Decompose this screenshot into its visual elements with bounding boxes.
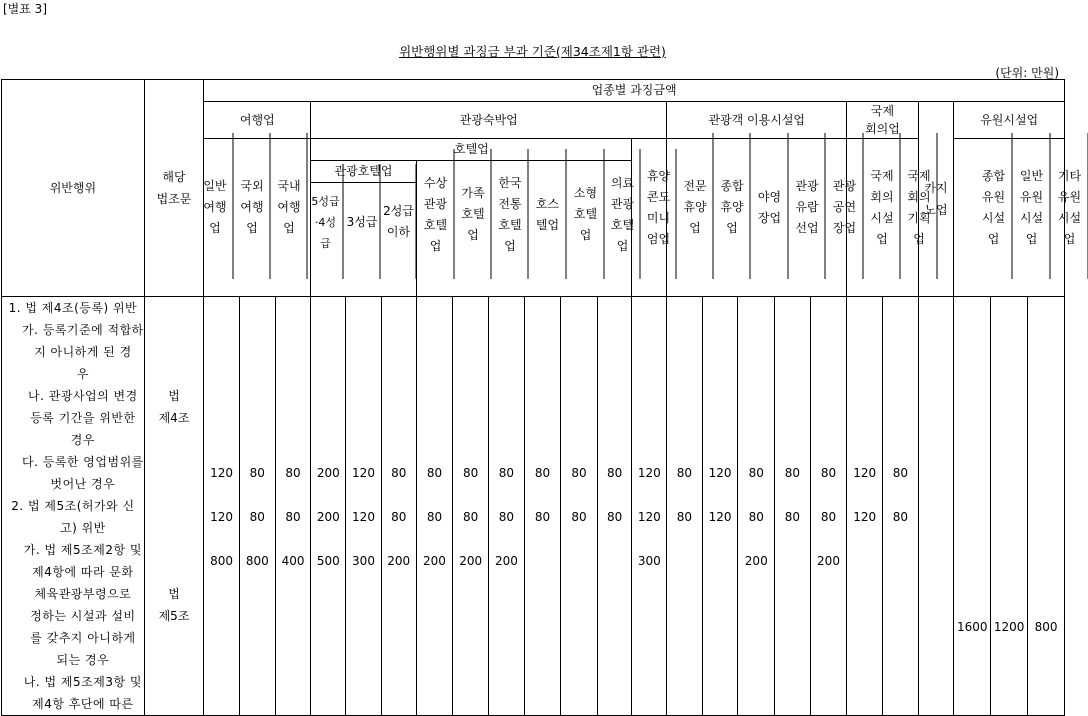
value-col-15: 120 120	[702, 297, 738, 716]
col-family-hotel: 가족 호텔 업	[461, 186, 485, 242]
header-hotel: 호텔업	[311, 139, 632, 161]
value-col-2: 80 80 800	[239, 297, 275, 716]
value-col-6: 80 80 200	[381, 297, 416, 716]
header-violation: 위반행위	[2, 80, 145, 297]
value-col-5: 120 120 300	[346, 297, 382, 716]
col-5-4-star: 5성급 ·4성 급	[311, 194, 340, 250]
col-hostel: 호스 텔업	[535, 196, 560, 232]
value-col-amusement-1: 1600	[954, 297, 991, 716]
col-special-resort: 전문 휴양 업	[683, 179, 707, 235]
document-title: 위반행위별 과징금 부과 기준(제34조제1항 관련)	[399, 44, 666, 59]
header-amount-by-industry: 업종별 과징금액	[204, 80, 1065, 102]
col-small-hotel: 소형 호텔 업	[573, 186, 598, 242]
value-col-1: 120 120 800	[204, 297, 240, 716]
value-col-9: 80 80 200	[489, 297, 525, 716]
col-3-star: 3성급	[346, 214, 378, 229]
col-performance: 관광 공연 장업	[832, 179, 857, 235]
value-col-8: 80 80 200	[453, 297, 489, 716]
value-col-4: 200 200 500	[311, 297, 346, 716]
col-floating-hotel: 수상 관광 호텔 업	[423, 175, 448, 253]
header-lodging: 관광숙박업	[311, 102, 667, 139]
violation-2-ga: 가. 법 제5조제2항 및	[23, 543, 142, 557]
value-col-14: 80 80	[667, 297, 703, 716]
col-overseas-travel: 국외 여행 업	[240, 179, 264, 235]
violation-2-na: 나. 법 제5조제3항 및	[23, 675, 142, 689]
header-casino: 카지 노업	[918, 102, 954, 297]
col-general-amusement: 종합 유원 시설 업	[981, 168, 1006, 246]
violation-1-na: 나. 관광사업의 변경	[28, 389, 138, 403]
col-ordinary-amusement: 일반 유원 시설 업	[1019, 168, 1044, 246]
header-travel: 여행업	[204, 102, 311, 139]
value-col-3: 80 80 400	[275, 297, 311, 716]
violations-column: 1. 법 제4조(등록) 위반 가. 등록기준에 적합하 지 아니하게 된 경 우 나. 관광사업의 변경 등록 기간을 위반한 경우 다. 등록한 영업범위를 벗어난 경우 2. 법 제5조(허가와 신 고) 위반 가. 법 제5조제2항 및 제4항에 따라 문화 체육관광부령으로 정하는 시설과 설비 를 갖추지 아니하게 되는 경우 나. 법 제5조제3항 및 제4항 후단에 따른	[2, 297, 145, 716]
value-col-7: 80 80 200	[416, 297, 453, 716]
header-facility: 관광객 이용시설업	[667, 102, 847, 139]
value-col-18: 80 80 200	[810, 297, 847, 716]
value-col-amusement-3: 800	[1028, 297, 1065, 716]
value-col-amusement-2: 1200	[991, 297, 1028, 716]
violation-1-da: 다. 등록한 영업범위를	[22, 455, 144, 469]
col-intl-planning: 국제 회의 기획 업	[907, 168, 931, 246]
value-col-11: 80 80	[561, 297, 598, 716]
header-intl-meeting: 국제 회의업	[847, 102, 918, 139]
violation-2: 2. 법 제5조(허가와 신	[11, 499, 135, 513]
value-col-17: 80 80	[775, 297, 811, 716]
col-campsite: 야영 장업	[757, 189, 782, 225]
annex-label: [별표 3]	[3, 2, 47, 16]
col-condo: 휴양 콘도 미니 엄업	[646, 168, 671, 246]
violation-1-ga: 가. 등록기준에 적합하	[22, 323, 144, 337]
col-cruise: 관광 유람 선업	[795, 179, 819, 235]
col-general-travel: 일반 여행 업	[203, 179, 227, 235]
header-tourist-hotel: 관광호텔업	[311, 161, 416, 183]
law-refs-column: 법 제4조 법 제5조	[144, 297, 203, 716]
value-col-13: 120 120 300	[632, 297, 667, 716]
col-general-resort: 종합 휴양 업	[720, 179, 744, 235]
col-intl-facility: 국제 회의 시설 업	[870, 168, 894, 246]
value-col-16: 80 80 200	[738, 297, 775, 716]
value-col-10: 80 80	[524, 297, 561, 716]
unit-note: (단위: 만원)	[995, 66, 1059, 80]
value-col-19: 120 120	[847, 297, 883, 716]
value-col-20: 80 80	[883, 297, 919, 716]
col-2-star: 2성급 이하	[383, 204, 414, 239]
col-domestic-travel: 국내 여행 업	[277, 179, 301, 235]
col-korean-hotel: 한국 전통 호텔 업	[498, 175, 522, 253]
col-medical-hotel: 의료 관광 호텔 업	[610, 175, 635, 253]
header-law-article: 해당 법조문	[144, 80, 203, 297]
value-col-12: 80 80	[597, 297, 632, 716]
violation-1: 1. 법 제4조(등록) 위반	[8, 301, 138, 315]
header-amusement: 유원시설업	[954, 102, 1065, 139]
col-other-amusement: 기타 유원 시설 업	[1057, 168, 1082, 246]
